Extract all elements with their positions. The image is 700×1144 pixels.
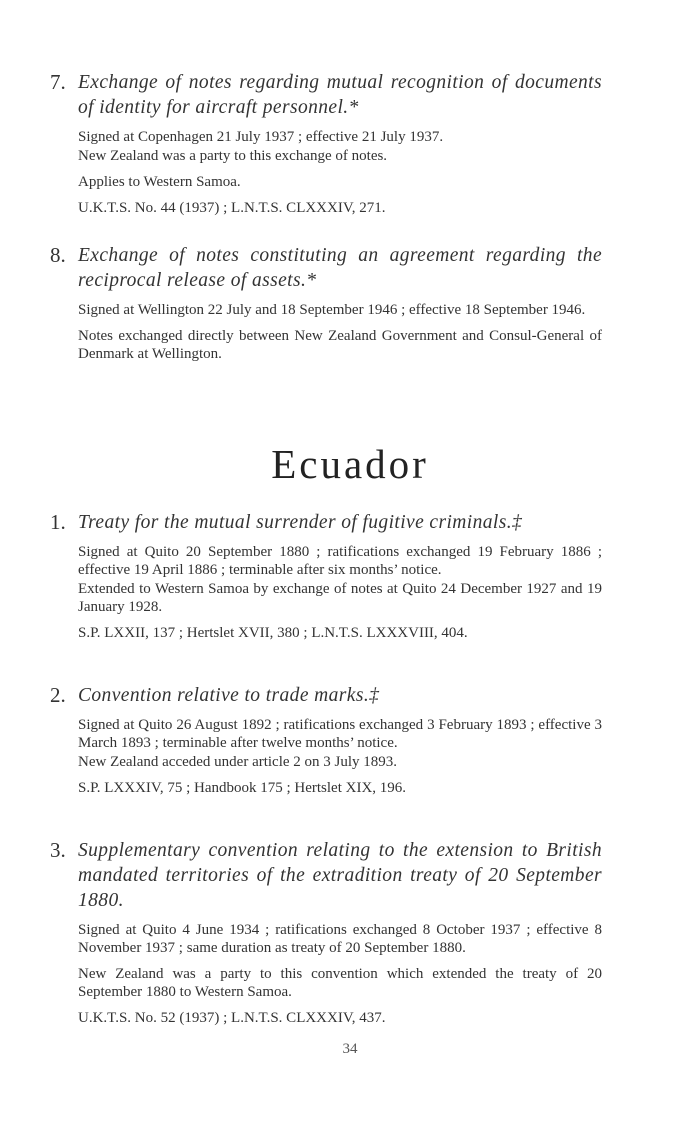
entry-number: 3. [50,838,66,862]
ecuador-entry-3 [50,838,602,1027]
entry-number: 7. [50,70,66,94]
entry-number: 1. [50,510,66,534]
entry-title-text: Supplementary convention relating to the extension to British mandated territories of the extradition treaty of 20 September 1880. [78,840,602,911]
entry-title [50,838,602,913]
entry-paragraph: Signed at Wellington 22 July and 18 September 1946 ; effective 18 September 1946. [78,302,586,318]
entry-paragraph: New Zealand acceded under article 2 on 3 July 1893. [78,754,398,770]
entry-paragraph: Applies to Western Samoa. [78,174,241,190]
entry-number: 2. [50,683,66,707]
entry-title-text: Convention relative to trade marks.‡ [78,685,380,706]
entry-title-text: Treaty for the mutual surrender of fugitive criminals.‡ [78,512,523,533]
page-number: 34 [342,1041,358,1057]
entry-paragraph: Signed at Copenhagen 21 July 1937 ; effective 21 July 1937. [78,129,444,145]
entry-paragraph: S.P. LXXXIV, 75 ; Handbook 175 ; Hertslet XIX, 196. [78,780,407,796]
entry-number: 8. [50,243,66,267]
entry-paragraph: Signed at Quito 4 June 1934 ; ratifications exchanged 8 October 1937 ; effective 8 November 1937 ; same duration as treaty of 20 September 1880. [78,922,602,956]
entry-title [50,243,602,293]
treaty-entry-8 [50,243,602,363]
entry-paragraph: Signed at Quito 26 August 1892 ; ratifications exchanged 3 February 1893 ; effective 3 March 1893 ; terminable after twelve months’ notice. [78,717,602,751]
entry-title [50,683,602,708]
section-heading: Ecuador [271,441,429,487]
entry-paragraph: S.P. LXXII, 137 ; Hertslet XVII, 380 ; L.N.T.S. LXXXVIII, 404. [78,625,468,641]
entry-paragraph: New Zealand was a party to this convention which extended the treaty of 20 September 1880 to Western Samoa. [78,966,602,1000]
treaty-entry-7 [50,70,602,217]
entry-paragraph: U.K.T.S. No. 52 (1937) ; L.N.T.S. CLXXXIV, 437. [78,1010,386,1026]
entry-title-text: Exchange of notes constituting an agreement regarding the reciprocal release of assets.* [78,245,602,291]
ecuador-entry-1 [50,510,602,642]
entry-paragraph: U.K.T.S. No. 44 (1937) ; L.N.T.S. CLXXXIV, 271. [78,200,386,216]
entry-title [50,70,602,120]
entry-title-text: Exchange of notes regarding mutual recognition of documents of identity for aircraft personnel.* [78,72,602,118]
entry-title [50,510,602,535]
entry-paragraph: Signed at Quito 20 September 1880 ; ratifications exchanged 19 February 1886 ; effective 19 April 1886 ; terminable after six months’ notice. [78,544,602,578]
entry-paragraph: Notes exchanged directly between New Zealand Government and Consul-General of Denmark at Wellington. [78,328,602,362]
entry-paragraph: Extended to Western Samoa by exchange of notes at Quito 24 December 1927 and 19 January 1928. [78,581,602,615]
ecuador-entry-2 [50,683,602,797]
entry-paragraph: New Zealand was a party to this exchange of notes. [78,148,388,164]
